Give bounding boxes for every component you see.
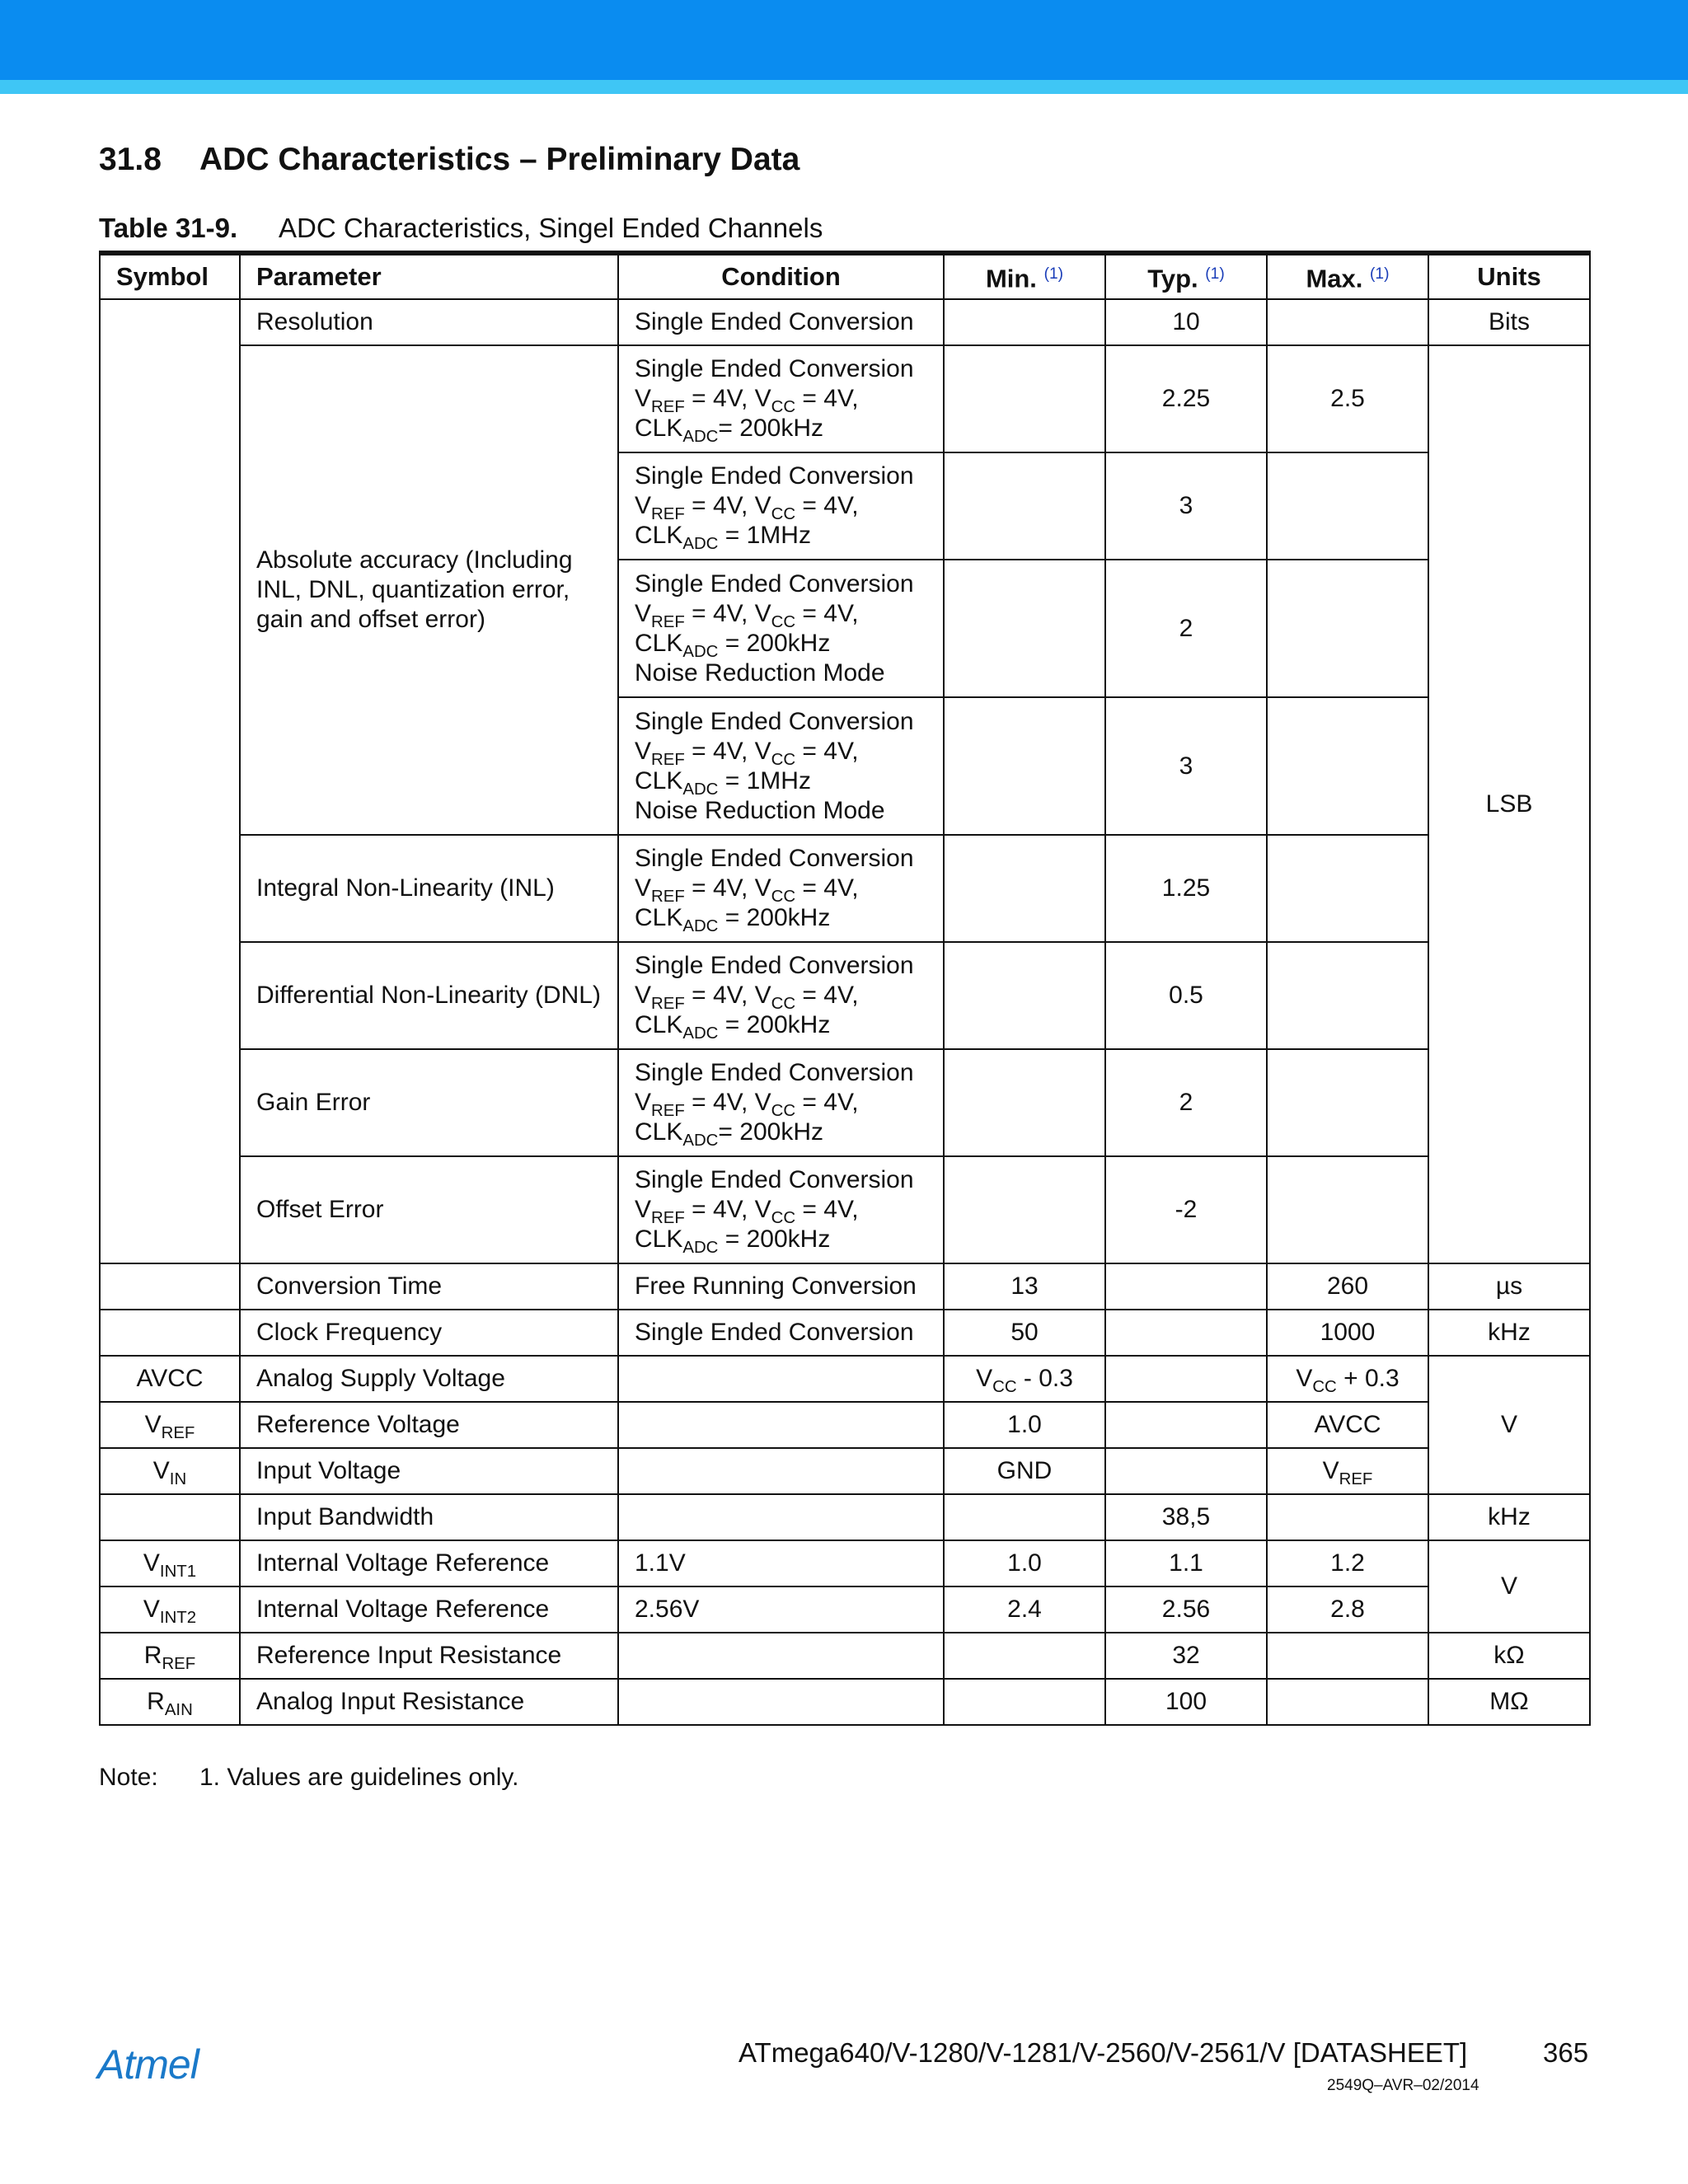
typ-cell: 38,5 — [1105, 1494, 1267, 1540]
parameter-cell: Clock Frequency — [240, 1310, 618, 1356]
typ-cell — [1105, 1356, 1267, 1402]
min-cell — [944, 1633, 1105, 1679]
min-cell — [944, 697, 1105, 835]
symbol-cell: $R_{AIN}$ — [100, 1679, 240, 1725]
condition-cell: 1.1V — [618, 1540, 944, 1586]
condition-cell: Free Running Conversion — [618, 1263, 944, 1310]
typ-cell: 100 — [1105, 1679, 1267, 1725]
units-cell: kHz — [1428, 1494, 1590, 1540]
parameter-cell: Offset Error — [240, 1156, 618, 1263]
min-cell — [944, 345, 1105, 452]
footnote-ref: (1) — [1370, 265, 1390, 284]
parameter-cell: Input Voltage — [240, 1448, 618, 1494]
parameter-cell: Integral Non-Linearity (INL) — [240, 835, 618, 942]
symbol-cell — [100, 1310, 240, 1356]
min-cell — [944, 452, 1105, 560]
units-cell: V — [1428, 1540, 1590, 1633]
col-symbol: Symbol — [100, 253, 240, 299]
min-cell — [944, 1049, 1105, 1156]
max-cell: $V_{REF}$ — [1267, 1448, 1428, 1494]
condition-cell: Single Ended Conversion $V_{REF} = 4V$, $V_{CC} = 4V$, $CLK_{ADC} = 1MHz$ — [618, 452, 944, 560]
min-cell — [944, 942, 1105, 1049]
units-cell: LSB — [1428, 345, 1590, 1263]
min-cell — [944, 1494, 1105, 1540]
max-cell — [1267, 942, 1428, 1049]
symbol-cell — [100, 299, 240, 1263]
note-text: 1. Values are guidelines only. — [199, 1764, 519, 1791]
symbol-cell: AVCC — [100, 1356, 240, 1402]
table-row — [100, 1156, 1590, 1263]
typ-cell — [1105, 1263, 1267, 1310]
min-cell — [944, 299, 1105, 345]
max-cell: 1000 — [1267, 1310, 1428, 1356]
typ-cell: 3 — [1105, 452, 1267, 560]
table-row — [100, 1679, 1590, 1725]
typ-cell: 10 — [1105, 299, 1267, 345]
table-row — [100, 1049, 1590, 1156]
condition-cell: Single Ended Conversion — [618, 1310, 944, 1356]
max-cell: AVCC — [1267, 1402, 1428, 1448]
condition-cell — [618, 1633, 944, 1679]
typ-cell: 2 — [1105, 1049, 1267, 1156]
table-row — [100, 1263, 1590, 1310]
symbol-cell — [100, 1494, 240, 1540]
condition-cell: Single Ended Conversion $V_{REF} = 4V$, $V_{CC} = 4V$, $CLK_{ADC} = 200kHz$ — [618, 942, 944, 1049]
typ-cell: 2 — [1105, 560, 1267, 697]
typ-cell — [1105, 1310, 1267, 1356]
parameter-cell: Internal Voltage Reference — [240, 1586, 618, 1633]
col-max: Max. $^{(1)}$ — [1267, 253, 1428, 299]
min-cell: 1.0 — [944, 1540, 1105, 1586]
parameter-cell: Differential Non-Linearity (DNL) — [240, 942, 618, 1049]
footer-title: ATmega640/V-1280/V-1281/V-2560/V-2561/V [DATASHEET] — [738, 2037, 1468, 2068]
condition-cell — [618, 1402, 944, 1448]
table-row — [100, 1540, 1590, 1586]
units-cell: kHz — [1428, 1310, 1590, 1356]
typ-cell — [1105, 1448, 1267, 1494]
table-row — [100, 1633, 1590, 1679]
symbol-cell: $V_{INT1}$ — [100, 1540, 240, 1586]
parameter-cell: Input Bandwidth — [240, 1494, 618, 1540]
typ-cell: 3 — [1105, 697, 1267, 835]
min-cell — [944, 1156, 1105, 1263]
min-cell — [944, 1679, 1105, 1725]
table-row — [100, 299, 1590, 345]
min-cell — [944, 560, 1105, 697]
typ-cell: 2.25 — [1105, 345, 1267, 452]
table-row — [100, 942, 1590, 1049]
typ-cell: 1.25 — [1105, 835, 1267, 942]
max-cell — [1267, 299, 1428, 345]
max-cell: 260 — [1267, 1263, 1428, 1310]
typ-cell: -2 — [1105, 1156, 1267, 1263]
symbol-cell — [100, 1263, 240, 1310]
parameter-cell: Resolution — [240, 299, 618, 345]
header-stripe — [0, 80, 1688, 94]
section-title — [99, 142, 799, 178]
page-number: 365 — [1543, 2037, 1589, 2068]
condition-cell — [618, 1448, 944, 1494]
max-cell — [1267, 697, 1428, 835]
max-cell — [1267, 1156, 1428, 1263]
col-typ: Typ. $^{(1)}$ — [1105, 253, 1267, 299]
condition-cell — [618, 1494, 944, 1540]
adc-characteristics-table — [99, 251, 1591, 1726]
units-cell: kΩ — [1428, 1633, 1590, 1679]
typ-cell: 0.5 — [1105, 942, 1267, 1049]
condition-cell: Single Ended Conversion $V_{REF} = 4V$, $V_{CC} = 4V$, $CLK_{ADC} = 200kHz$ Noise Reduction Mode — [618, 560, 944, 697]
max-cell — [1267, 1494, 1428, 1540]
condition-cell: Single Ended Conversion $V_{REF} = 4V$, $V_{CC} = 4V$, $CLK_{ADC} = 200kHz$ — [618, 835, 944, 942]
parameter-cell: Gain Error — [240, 1049, 618, 1156]
min-cell: 1.0 — [944, 1402, 1105, 1448]
table-row — [100, 1448, 1590, 1494]
max-cell — [1267, 452, 1428, 560]
table-row — [100, 1356, 1590, 1402]
condition-cell: Single Ended Conversion $V_{REF} = 4V$, $V_{CC} = 4V$, $CLK_{ADC} = 200kHz$ — [618, 1156, 944, 1263]
min-cell: 2.4 — [944, 1586, 1105, 1633]
condition-cell: Single Ended Conversion $V_{REF} = 4V$, $V_{CC} = 4V$, $CLK_{ADC}= 200kHz$ — [618, 345, 944, 452]
table-row — [100, 1494, 1590, 1540]
units-cell: µs — [1428, 1263, 1590, 1310]
parameter-cell: Conversion Time — [240, 1263, 618, 1310]
units-cell: Bits — [1428, 299, 1590, 345]
max-cell — [1267, 1049, 1428, 1156]
max-cell — [1267, 835, 1428, 942]
condition-cell: Single Ended Conversion $V_{REF} = 4V$, $V_{CC} = 4V$, $CLK_{ADC}= 200kHz$ — [618, 1049, 944, 1156]
col-units: Units — [1428, 253, 1590, 299]
table-header-row — [100, 253, 1590, 299]
footnote-ref: (1) — [1043, 265, 1064, 284]
col-min: Min. $^{(1)}$ — [944, 253, 1105, 299]
table-number: Table 31-9. — [99, 213, 238, 243]
units-cell: V — [1428, 1356, 1590, 1494]
parameter-cell: Analog Supply Voltage — [240, 1356, 618, 1402]
max-cell: 2.5 — [1267, 345, 1428, 452]
footnote-ref: (1) — [1205, 265, 1225, 284]
parameter-cell: Analog Input Resistance — [240, 1679, 618, 1725]
min-cell: 50 — [944, 1310, 1105, 1356]
table-row — [100, 1310, 1590, 1356]
table-row — [100, 1402, 1590, 1448]
parameter-cell: Internal Voltage Reference — [240, 1540, 618, 1586]
min-cell: 13 — [944, 1263, 1105, 1310]
symbol-cell: $V_{IN}$ — [100, 1448, 240, 1494]
table-title: ADC Characteristics, Singel Ended Channels — [279, 213, 823, 243]
units-cell: MΩ — [1428, 1679, 1590, 1725]
note-label: Note: — [99, 1764, 158, 1791]
symbol-cell: $V_{REF}$ — [100, 1402, 240, 1448]
table-note — [99, 1764, 518, 1792]
condition-cell: Single Ended Conversion — [618, 299, 944, 345]
max-cell — [1267, 1679, 1428, 1725]
document-code: 2549Q–AVR–02/2014 — [1327, 2077, 1479, 2094]
symbol-cell: $R_{REF}$ — [100, 1633, 240, 1679]
condition-cell: Single Ended Conversion $V_{REF} = 4V$, $V_{CC} = 4V$, $CLK_{ADC} = 1MHz$ Noise Reduction Mode — [618, 697, 944, 835]
parameter-cell: Reference Input Resistance — [240, 1633, 618, 1679]
typ-cell: 32 — [1105, 1633, 1267, 1679]
header-bar — [0, 0, 1688, 80]
parameter-cell: Reference Voltage — [240, 1402, 618, 1448]
min-cell — [944, 835, 1105, 942]
table-row — [100, 1586, 1590, 1633]
typ-cell: 2.56 — [1105, 1586, 1267, 1633]
col-condition: Condition — [618, 253, 944, 299]
condition-cell — [618, 1679, 944, 1725]
max-cell — [1267, 560, 1428, 697]
max-cell: $V_{CC} + 0.3$ — [1267, 1356, 1428, 1402]
atmel-logo: Atmel — [97, 2041, 199, 2088]
typ-cell — [1105, 1402, 1267, 1448]
col-parameter: Parameter — [240, 253, 618, 299]
max-cell — [1267, 1633, 1428, 1679]
max-cell: 2.8 — [1267, 1586, 1428, 1633]
table-row — [100, 835, 1590, 942]
min-cell: GND — [944, 1448, 1105, 1494]
section-number: 31.8 — [99, 142, 162, 177]
typ-cell: 1.1 — [1105, 1540, 1267, 1586]
parameter-cell: Absolute accuracy (Including INL, DNL, quantization error, gain and offset error) — [240, 345, 618, 835]
table-row — [100, 345, 1590, 452]
section-title-text: ADC Characteristics – Preliminary Data — [199, 142, 800, 177]
symbol-cell: $V_{INT2}$ — [100, 1586, 240, 1633]
min-cell: $V_{CC} - 0.3$ — [944, 1356, 1105, 1402]
condition-cell — [618, 1356, 944, 1402]
table-caption — [99, 213, 823, 244]
max-cell: 1.2 — [1267, 1540, 1428, 1586]
condition-cell: 2.56V — [618, 1586, 944, 1633]
